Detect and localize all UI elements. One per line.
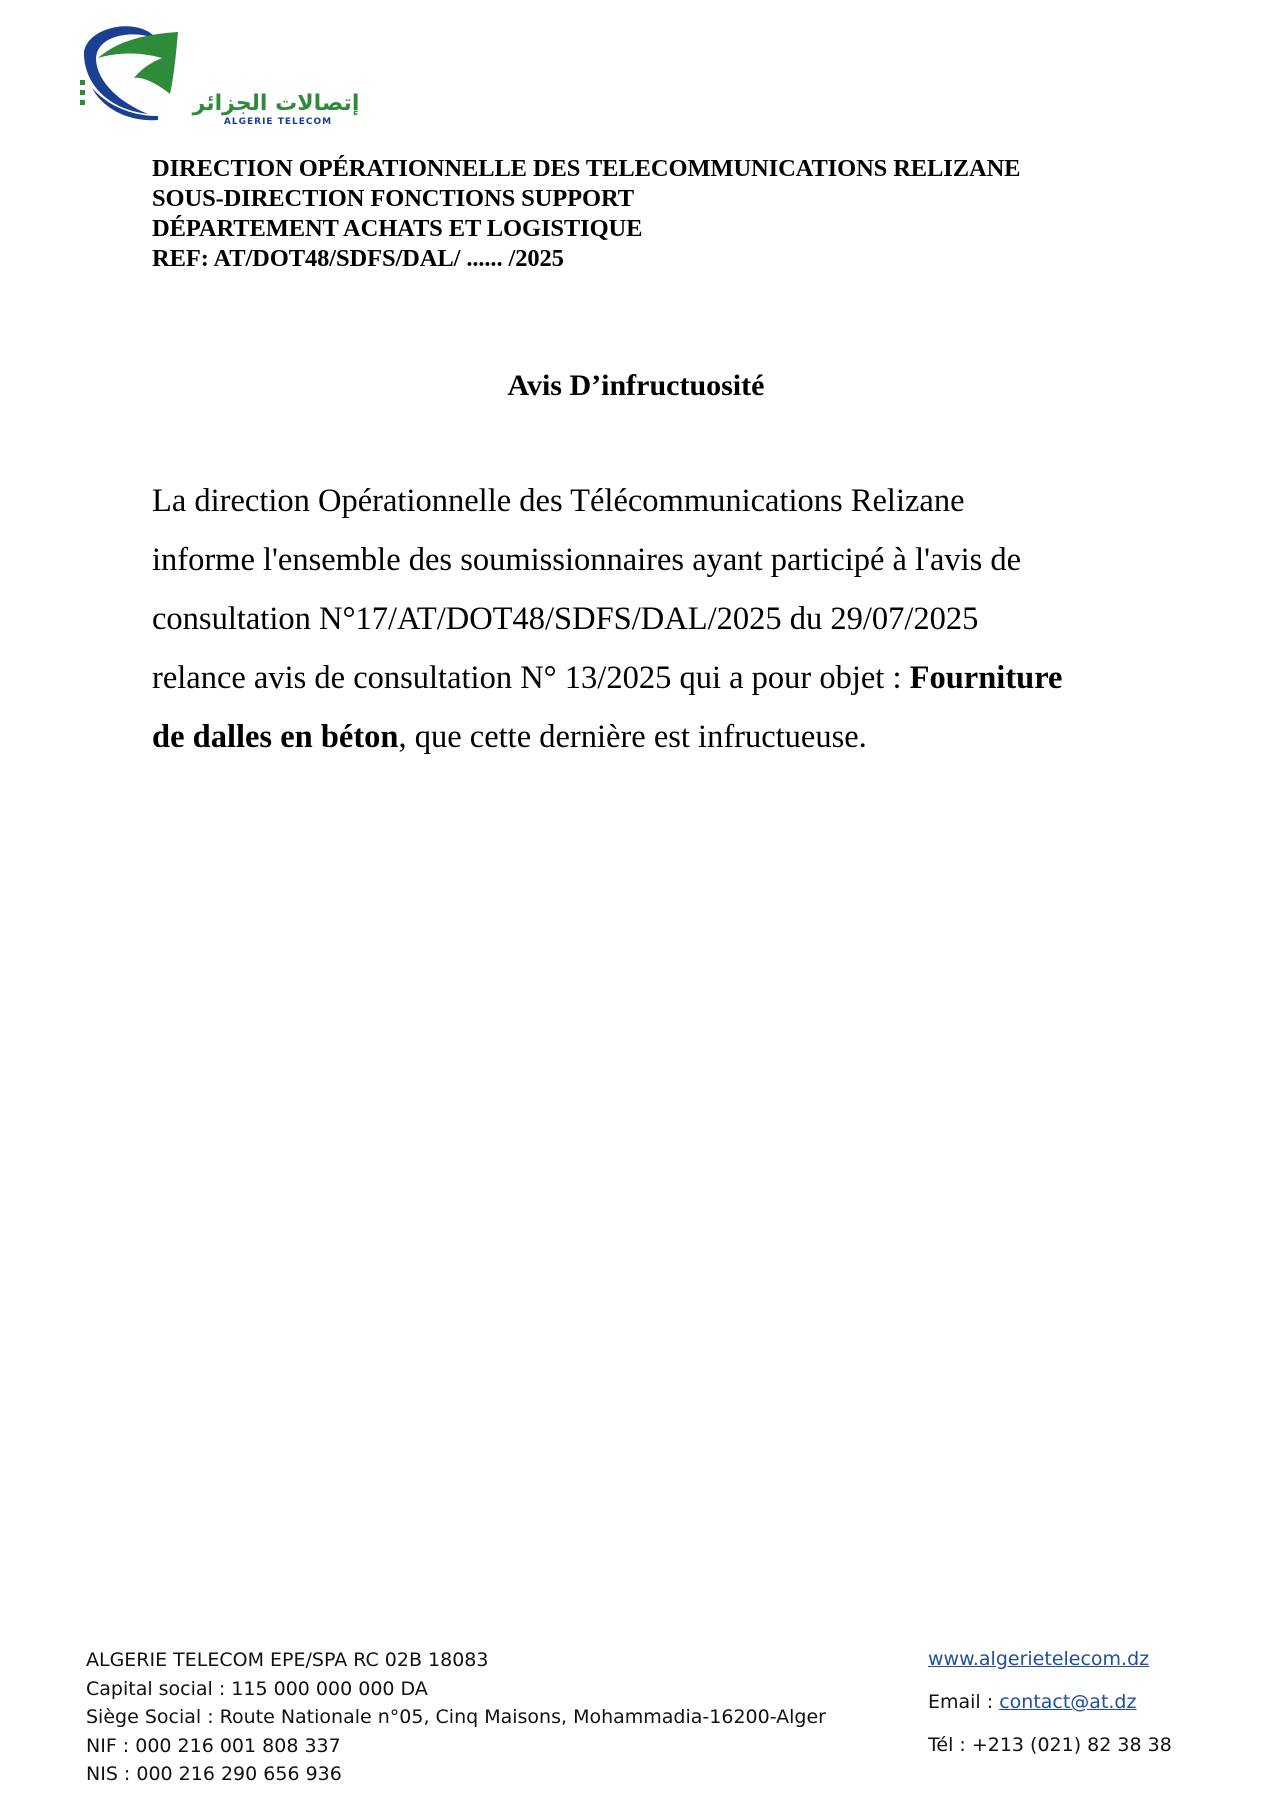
email-label: Email : (928, 1691, 1000, 1713)
email-link[interactable]: contact@at.dz (999, 1691, 1137, 1713)
body-line-5 (152, 708, 1152, 767)
footer-capital: Capital social : 115 000 000 000 DA (86, 1677, 428, 1700)
notice-body (152, 472, 1152, 767)
object-title-part-2: de dalles en béton (152, 719, 399, 755)
algerie-telecom-logo (78, 18, 360, 130)
company-info-footer (86, 1646, 826, 1789)
footer-nif: NIF : 000 216 001 808 337 (86, 1734, 341, 1757)
header-reference: REF: AT/DOT48/SDFS/DAL/ ...... /2025 (152, 245, 564, 272)
document-title: Avis D’infructuosité (507, 369, 765, 402)
object-title-part-1: Fourniture (909, 660, 1063, 696)
footer-siege: Siège Social : Route Nationale n°05, Cinq Maisons, Mohammadia-16200-Alger (86, 1706, 826, 1728)
algerie-telecom-logo-icon (78, 18, 360, 130)
body-line-3: consultation N°17/AT/DOT48/SDFS/DAL/2025 du 29/07/2025 (152, 601, 979, 637)
website-link[interactable]: www.algerietelecom.dz (928, 1648, 1150, 1670)
footer-nis: NIS : 000 216 290 656 936 (86, 1763, 342, 1785)
body-line-4 (152, 649, 1152, 708)
svg-text:إتصالات الجزائر: إتصالات الجزائر (192, 91, 360, 116)
issuer-header (152, 154, 1020, 274)
contact-footer (928, 1645, 1172, 1774)
body-line-2: informe l'ensemble des soumissionnaires ayant participé à l'avis de (152, 542, 1022, 578)
body-line-5-text: , que cette dernière est infructueuse. (398, 719, 867, 755)
body-line-1: La direction Opérationnelle des Télécommunications Relizane (152, 483, 965, 519)
body-line-4-text: relance avis de consultation N° 13/2025 qui a pour objet : (152, 660, 910, 696)
phone-row: Tél : +213 (021) 82 38 38 (928, 1734, 1172, 1756)
email-row (928, 1688, 1172, 1731)
header-departement: DÉPARTEMENT ACHATS ET LOGISTIQUE (152, 215, 643, 242)
header-sous-direction: SOUS-DIRECTION FONCTIONS SUPPORT (152, 185, 634, 212)
svg-text:ALGERIE TELECOM: ALGERIE TELECOM (223, 117, 333, 127)
header-direction: DIRECTION OPÉRATIONNELLE DES TELECOMMUNICATIONS RELIZANE (152, 155, 1021, 182)
footer-company: ALGERIE TELECOM EPE/SPA RC 02B 18083 (86, 1649, 489, 1671)
website-row (928, 1645, 1172, 1688)
